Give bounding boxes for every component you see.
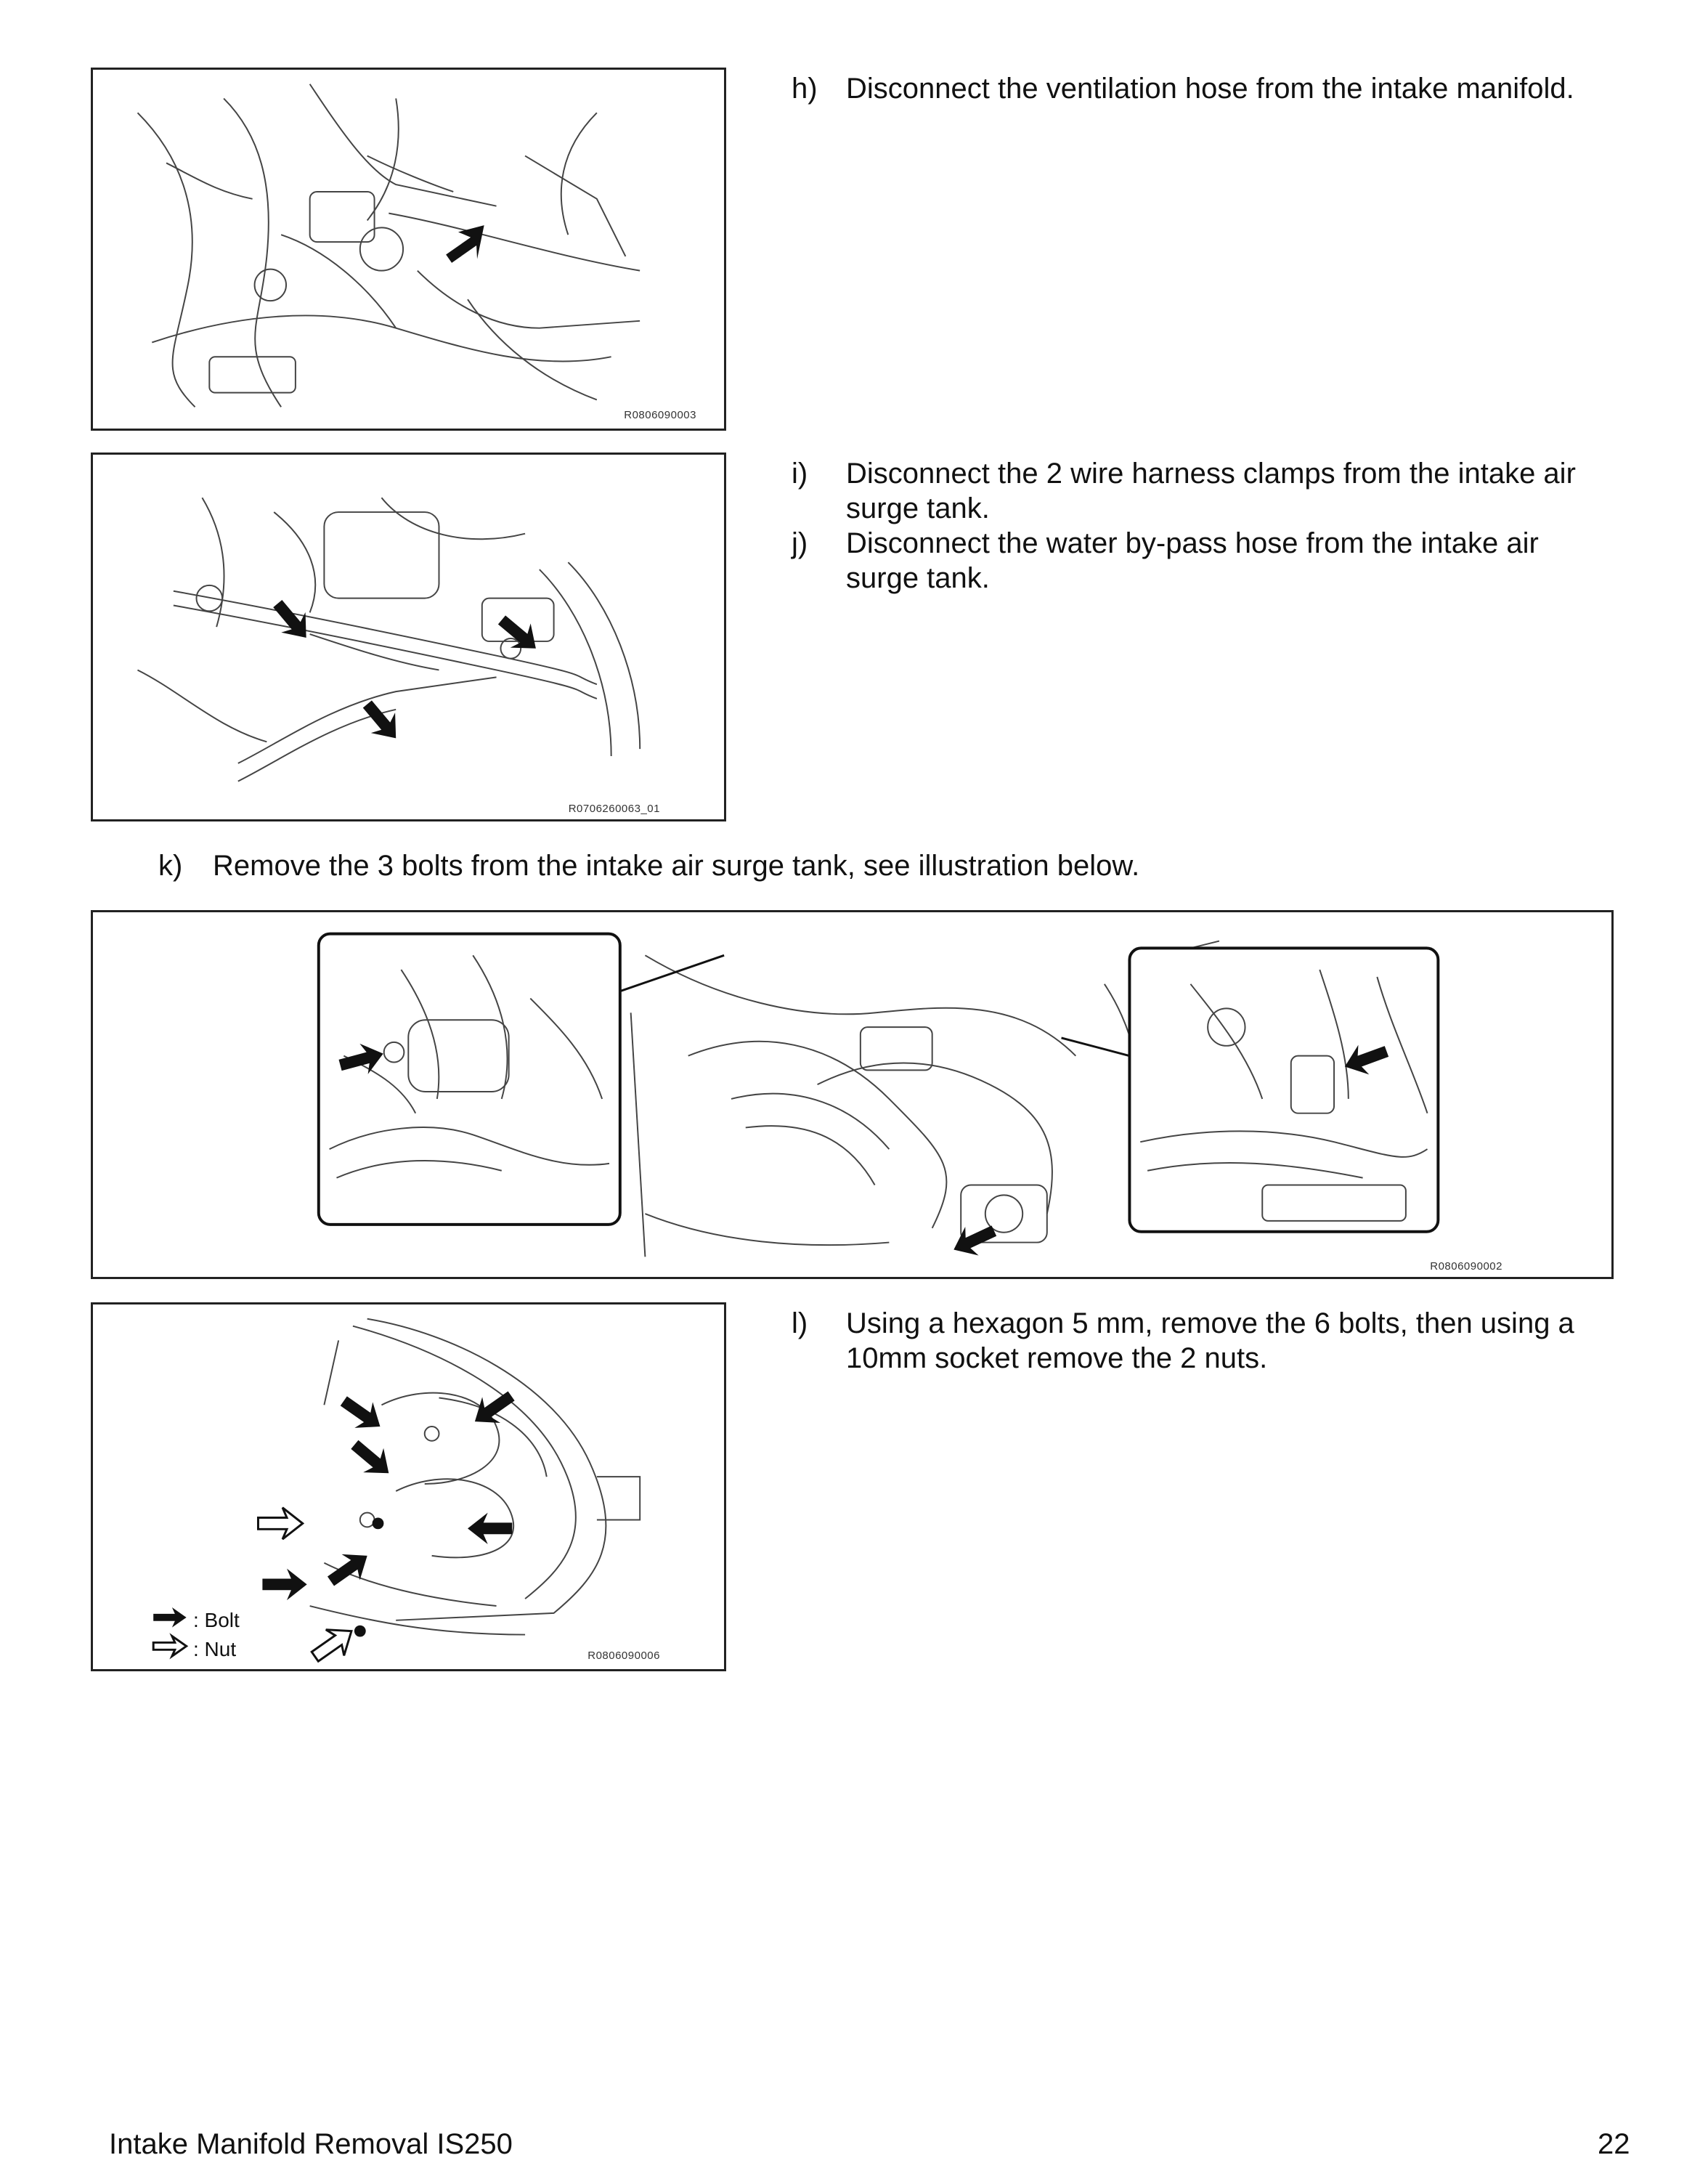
arrow-icon xyxy=(322,1543,376,1594)
figure-code: R0806090002 xyxy=(1430,1260,1502,1273)
step-label: h) xyxy=(792,73,818,105)
engine-line-drawing-2 xyxy=(93,455,724,819)
legend-nut: : Nut xyxy=(193,1638,237,1660)
figure-code: R0806090006 xyxy=(587,1650,660,1662)
arrow-icon xyxy=(355,694,408,748)
arrow-icon xyxy=(335,1388,389,1440)
figure-surge-tank-bolts xyxy=(91,910,1614,1279)
figure-ventilation-hose xyxy=(91,68,726,431)
step-label: j) xyxy=(792,527,808,559)
engine-line-drawing-1 xyxy=(93,70,724,429)
arrow-icon xyxy=(947,1217,1001,1264)
figure-code: R0806090003 xyxy=(624,409,696,421)
step-text-line: Disconnect the 2 wire harness clamps from the intake air xyxy=(846,458,1576,490)
arrow-icon xyxy=(465,1383,520,1435)
step-text-line: surge tank. xyxy=(846,562,990,594)
step-l xyxy=(792,1306,1663,1376)
step-j xyxy=(792,526,1663,596)
step-text-line: 10mm socket remove the 2 nuts. xyxy=(846,1342,1268,1374)
legend-bolt: : Bolt xyxy=(193,1609,240,1631)
step-label: i) xyxy=(792,458,808,490)
step-text: Disconnect the ventilation hose from the intake manifold. xyxy=(846,73,1574,105)
figure-harness-clamps xyxy=(91,453,726,821)
arrow-icon xyxy=(266,593,319,648)
footer-title: Intake Manifold Removal IS250 xyxy=(109,2128,513,2160)
engine-line-drawing-3 xyxy=(93,912,1611,1277)
arrow-icon xyxy=(306,1618,360,1669)
bolt-legend-icon xyxy=(153,1607,186,1628)
arrow-icon xyxy=(468,1513,512,1544)
arrow-icon xyxy=(258,1508,302,1539)
legend xyxy=(193,1606,240,1664)
nut-legend-icon xyxy=(153,1636,186,1657)
step-text-line: Using a hexagon 5 mm, remove the 6 bolts, then using a xyxy=(846,1307,1574,1339)
step-i xyxy=(792,456,1663,526)
step-label: k) xyxy=(158,850,183,882)
figure-manifold-bolts-nuts xyxy=(91,1302,726,1671)
arrow-icon xyxy=(344,1432,399,1485)
arrow-icon xyxy=(262,1569,306,1600)
step-text-line: surge tank. xyxy=(846,492,990,524)
step-text-line: Disconnect the water by-pass hose from the intake air xyxy=(846,527,1539,559)
arrow-icon xyxy=(492,608,546,661)
step-text: Remove the 3 bolts from the intake air surge tank, see illustration below. xyxy=(213,850,1140,882)
bolt-arrows xyxy=(262,1383,520,1600)
manifold-line-drawing xyxy=(93,1304,724,1669)
step-label: l) xyxy=(792,1307,808,1339)
page-number: 22 xyxy=(1598,2128,1630,2160)
figure-code: R0706260063_01 xyxy=(568,803,660,815)
